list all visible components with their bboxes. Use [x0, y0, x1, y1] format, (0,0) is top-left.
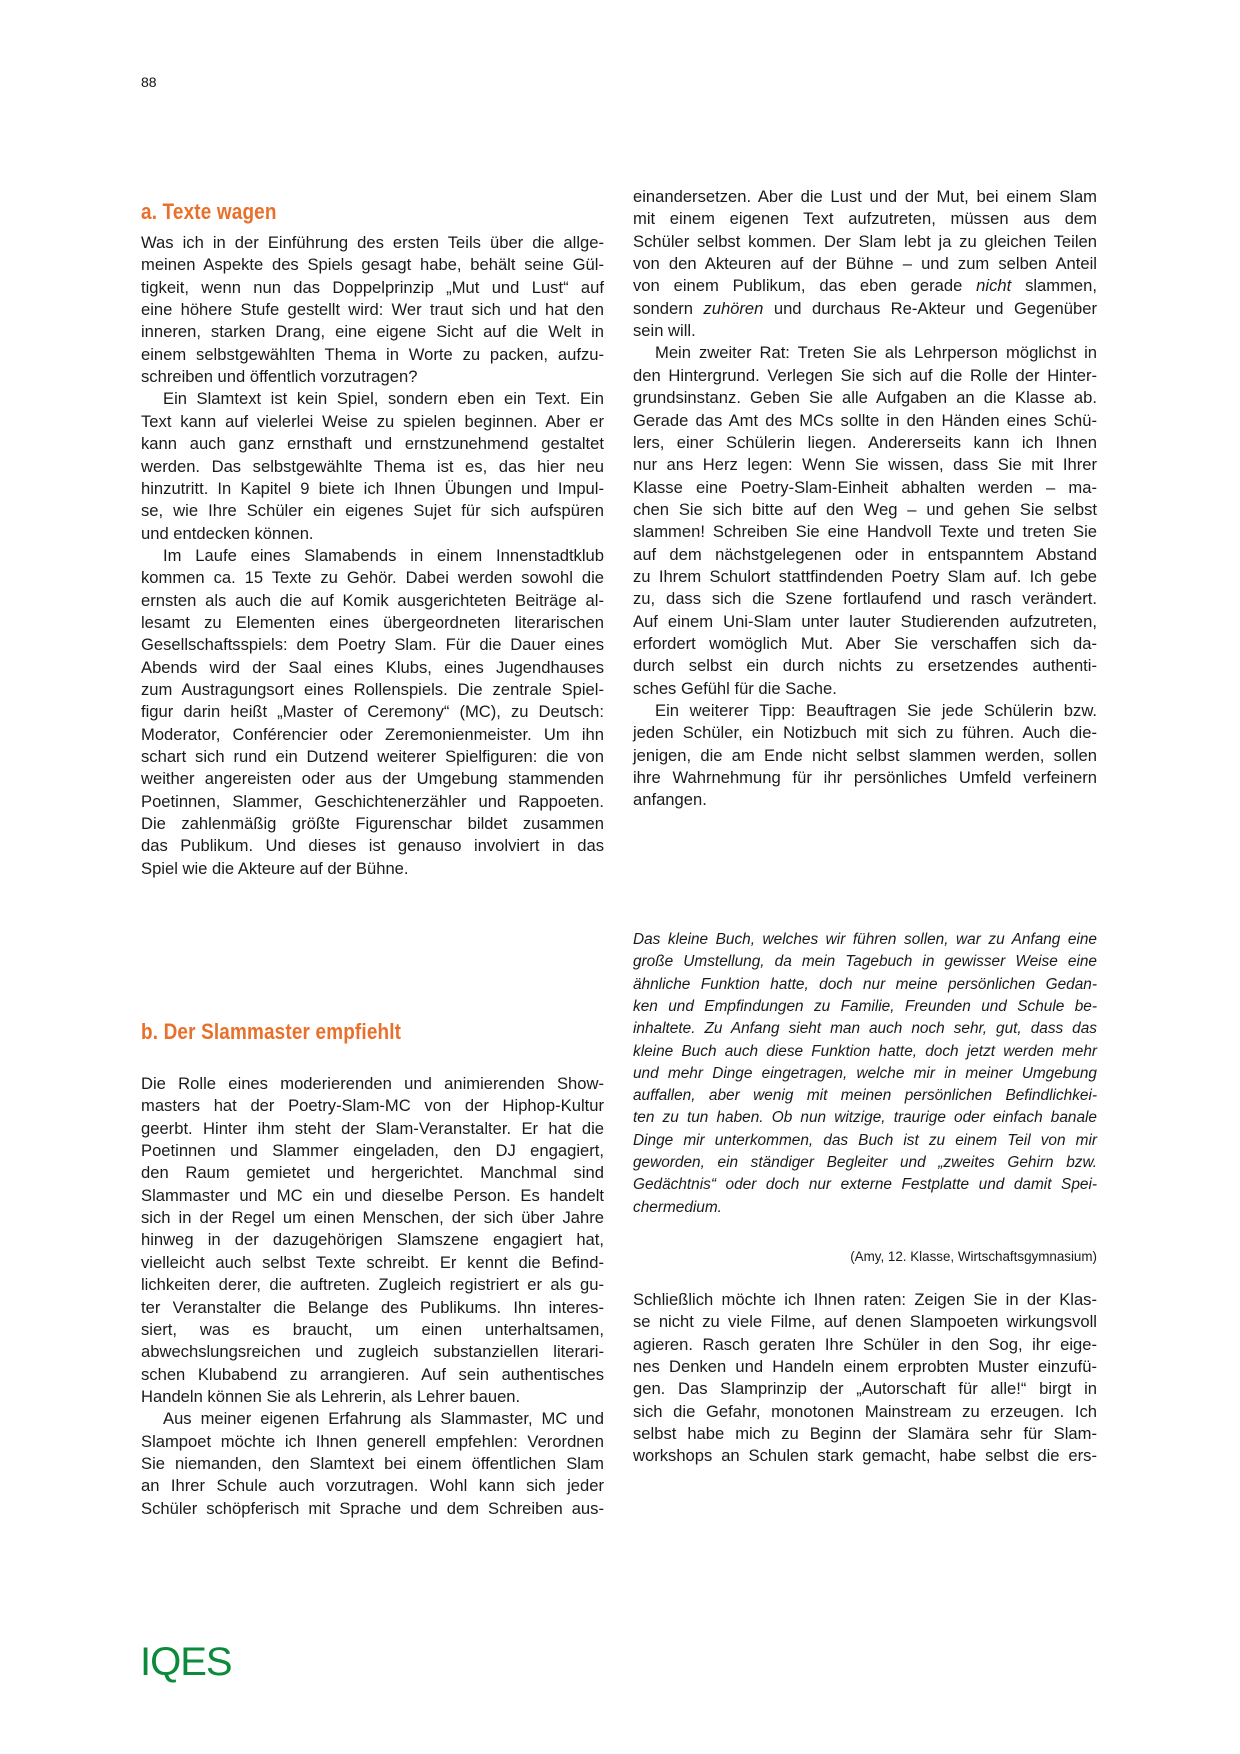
- text-line: siert, was es braucht, um einen unterhaltsamen,: [141, 1319, 604, 1339]
- text-line: figur darin heißt „Master of Ceremony“ (MC), zu Deutsch:: [141, 702, 604, 722]
- text-line: grundsinstanz. Geben Sie alle Aufgaben an die Klasse ab.: [633, 388, 1097, 408]
- text-line: einandersetzen. Aber die Lust und der Mut, bei einem Slam: [633, 187, 1097, 206]
- text-line: Gedächtnis“ oder doch nur externe Festplatte und damit Spei-: [633, 1176, 1097, 1194]
- text-line: den Raum gemietet und hergerichtet. Manchmal sind: [141, 1163, 604, 1183]
- text-line: se nicht zu viele Filme, auf denen Slampoeten wirkungsvoll: [633, 1312, 1097, 1332]
- text-line: und mehr Dinge eingetragen, welche mir in meiner Umgebung: [633, 1064, 1097, 1082]
- text-line: Dinge mir unterkommen, das Buch ist zu einem Teil von mir: [633, 1131, 1097, 1149]
- text-line: Moderator, Conférencier oder Zeremonienmeister. Um ihn: [141, 724, 604, 744]
- text-line: Schließlich möchte ich Ihnen raten: Zeigen Sie in der Klas-: [633, 1290, 1097, 1309]
- text-line: geerbt. Hinter ihm steht der Slam-Veranstalter. Er hat die: [141, 1118, 604, 1138]
- text-line: geworden, ein ständiger Begleiter und „zweites Gehirn bzw.: [633, 1154, 1097, 1171]
- text-line: Ein weiterer Tipp: Beauftragen Sie jede Schülerin bzw.: [655, 701, 1097, 721]
- text-line: vielleicht auch selbst Texte schreibt. Er kennt die Befind-: [141, 1252, 604, 1272]
- text-line: ernsten als auch die auf Komik ausgerichteten Beiträge al-: [141, 590, 604, 610]
- text-line: abwechslungsreichen und zugleich substanziellen literari-: [141, 1342, 604, 1362]
- text-line: Was ich in der Einführung des ersten Teils über die allge-: [141, 233, 604, 252]
- text-line: zu, dass sich die Szene fortlaufend und rasch verändert.: [633, 589, 1097, 609]
- text-line: anfangen.: [633, 790, 707, 810]
- text-line: weither angereisten oder aus der Umgebung stammenden: [141, 769, 604, 789]
- text-line: lesamt zu Elementen eines übergeordneten literarischen: [141, 612, 604, 632]
- text-line: große Umstellung, da mein Tagebuch in gewisser Weise eine: [633, 953, 1097, 971]
- section-b-heading: b. Der Slammaster empfiehlt: [141, 1019, 402, 1044]
- text-line: inhaltete. Zu Anfang sieht man auch noch sehr, gut, dass das: [633, 1020, 1097, 1038]
- text-line: eine höhere Stufe gestellt wird: Wer traut sich und hat den: [141, 300, 604, 320]
- text-line: werden. Das selbstgewählte Thema ist es, das hier neu: [141, 456, 604, 476]
- iqes-logo: IQES: [140, 1640, 232, 1684]
- text-line: sondern zuhören und durchaus Re-Akteur und Gegenüber: [633, 298, 1097, 318]
- text-line: Im Laufe eines Slamabends in einem Innenstadtklub: [163, 545, 604, 565]
- quote-attribution: (Amy, 12. Klasse, Wirtschaftsgymnasium): [850, 1249, 1097, 1264]
- text-line: das Publikum. Und dieses ist genauso involviert in das: [141, 836, 604, 856]
- text-line: Slammaster und MC ein und dieselbe Person. Es handelt: [141, 1185, 604, 1205]
- text-line: den Hintergrund. Verlegen Sie sich auf die Rolle der Hinter-: [633, 365, 1097, 385]
- text-line: ihre Wahrnehmung für ihr persönliches Umfeld verfeinern: [633, 768, 1097, 788]
- text-line: tigkeit, wenn nun das Doppelprinzip „Mut und Lust“ auf: [141, 277, 604, 297]
- text-line: einem selbstgewählten Thema in Worte zu packen, aufzu-: [141, 344, 604, 364]
- text-line: schreiben und öffentlich vorzutragen?: [141, 367, 418, 387]
- text-line: lers, einer Schülerin liegen. Andererseits kann ich Ihnen: [633, 432, 1097, 452]
- section-a-heading: a. Texte wagen: [141, 199, 277, 224]
- text-line: Schüler selbst kommen. Der Slam lebt ja zu gleichen Teilen: [633, 231, 1097, 251]
- text-line: zum Austragungsort eines Rollenspiels. Die zentrale Spiel-: [141, 680, 604, 699]
- text-line: agieren. Rasch geraten Ihre Schüler in den Sog, ihr eige-: [633, 1334, 1097, 1354]
- text-line: sich die Gefahr, monotonen Mainstream zu erzeugen. Ich: [633, 1401, 1097, 1421]
- text-line: se, wie Ihre Schüler ein eigenes Sujet für sich aufspüren: [141, 501, 604, 521]
- text-line: masters hat der Poetry-Slam-MC von der Hiphop-Kultur: [141, 1096, 604, 1116]
- text-line: kann auch ganz ernsthaft und ernstzunehmend gestaltet: [141, 434, 604, 454]
- text-line: Sie niemanden, den Slamtext bei einem öffentlichen Slam: [141, 1453, 604, 1473]
- text-line: und entdecken können.: [141, 523, 314, 543]
- text-line: Gesellschaftsspiels: dem Poetry Slam. Für die Dauer eines: [141, 635, 604, 655]
- text-line: nur ans Herz legen: Wenn Sie wissen, dass Sie mit Ihrer: [633, 455, 1097, 475]
- text-line: Spiel wie die Akteure auf der Bühne.: [141, 858, 409, 878]
- text-line: Handeln können Sie als Lehrerin, als Lehrer bauen.: [141, 1386, 521, 1406]
- text-line: schen Klubabend zu arrangieren. Auf sein authentisches: [141, 1364, 604, 1384]
- text-line: Die Rolle eines moderierenden und animierenden Show-: [141, 1074, 604, 1093]
- text-line: erfordert womöglich Mut. Aber Sie verschaffen sich da-: [633, 634, 1097, 653]
- text-line: hinweg in der dazugehörigen Slamszene engagiert hat,: [141, 1230, 604, 1250]
- text-line: durch selbst ein durch nichts zu ersetzendes authenti-: [633, 656, 1097, 676]
- text-line: ten zu tun haben. Ob nun witzige, traurige oder einfach banale: [633, 1109, 1097, 1127]
- text-line: Auf einem Uni-Slam unter lauter Studierenden aufzutreten,: [633, 611, 1097, 631]
- text-line: slammen! Schreiben Sie eine Handvoll Texte und treten Sie: [633, 522, 1097, 542]
- text-line: hinzutritt. In Kapitel 9 biete ich Ihnen Übungen und Impul-: [141, 478, 604, 498]
- text-line: ken und Empfindungen zu Familie, Freunden und Schule be-: [633, 997, 1097, 1015]
- text-line: Slampoet möchte ich Ihnen generell empfehlen: Verordnen: [141, 1431, 604, 1451]
- text-line: nes Denken und Handeln einem erprobten Muster einzufü-: [633, 1357, 1097, 1377]
- text-line: Klasse eine Poetry-Slam-Einheit abhalten werden – ma-: [633, 477, 1097, 497]
- text-line: sches Gefühl für die Sache.: [633, 678, 837, 698]
- text-line: von einem Publikum, das eben gerade nicht slammen,: [633, 276, 1097, 296]
- text-line: Gerade das Amt des MCs sollte in den Händen eines Schü-: [633, 410, 1097, 430]
- text-line: gen. Das Slamprinzip der „Autorschaft für alle!“ birgt in: [633, 1379, 1097, 1399]
- text-line: Das kleine Buch, welches wir führen sollen, war zu Anfang eine: [633, 931, 1097, 948]
- text-line: zu Ihrem Schulort stattfindenden Poetry Slam auf. Ich gebe: [633, 566, 1097, 586]
- text-line: jenigen, die am Ende nicht selbst slammen werden, sollen: [633, 745, 1097, 765]
- text-line: selbst habe mich zu Beginn der Slamära sehr für Slam-: [633, 1424, 1097, 1444]
- text-line: Abends wird der Saal eines Klubs, eines Jugendhauses: [141, 657, 604, 677]
- text-line: ter Veranstalter die Belange des Publikums. Ihn interes-: [141, 1297, 604, 1317]
- text-line: von den Akteuren auf der Bühne – und zum selben Anteil: [633, 254, 1097, 274]
- text-line: Poetinnen und Slammer eingeladen, den DJ engagiert,: [141, 1141, 604, 1161]
- emphasis: nicht: [976, 276, 1012, 296]
- emphasis: zuhören: [703, 298, 764, 318]
- text-line: Poetinnen, Slammer, Geschichtenerzähler und Rappoeten.: [141, 791, 604, 811]
- text-line: chen Sie sich bitte auf den Weg – und gehen Sie selbst: [633, 499, 1097, 519]
- text-line: workshops an Schulen stark gemacht, habe selbst die ers-: [633, 1446, 1097, 1466]
- text-line: mit einem eigenen Text aufzutreten, müssen aus dem: [633, 209, 1097, 229]
- text-line: Text kann auf vielerlei Weise zu spielen beginnen. Aber er: [141, 411, 604, 431]
- page-number: 88: [141, 74, 157, 90]
- text-line: an Ihrer Schule auch vorzutragen. Wohl kann sich jeder: [141, 1476, 604, 1496]
- text-line: ähnliche Funktion hatte, doch nur meine persönlichen Gedan-: [633, 975, 1097, 993]
- text-line: auffallen, aber wenig mit meinen persönlichen Befindlichkei-: [633, 1087, 1097, 1105]
- text-line: kleine Buch auch diese Funktion hatte, doch jetzt werden mehr: [633, 1042, 1097, 1060]
- text-line: Aus meiner eigenen Erfahrung als Slammaster, MC und: [163, 1409, 604, 1429]
- text-line: schart sich rund ein Dutzend weiterer Spielfiguren: die von: [141, 747, 604, 767]
- text-line: jeden Schüler, ein Notizbuch mit sich zu führen. Auch die-: [633, 723, 1097, 743]
- text-line: sein will.: [633, 321, 696, 341]
- text-line: Mein zweiter Rat: Treten Sie als Lehrperson möglichst in: [655, 343, 1097, 363]
- text-line: chermedium.: [633, 1198, 722, 1216]
- text-line: Ein Slamtext ist kein Spiel, sondern eben ein Text. Ein: [163, 389, 604, 409]
- text-line: sich in der Regel um einen Menschen, der sich über Jahre: [141, 1208, 604, 1228]
- text-line: inneren, starken Drang, eine eigene Sicht auf die Welt in: [141, 322, 604, 342]
- text-line: Schüler schöpferisch mit Sprache und dem Schreiben aus-: [141, 1498, 604, 1518]
- text-line: meinen Aspekte des Spiels gesagt habe, behält seine Gül-: [141, 255, 604, 275]
- text-line: kommen ca. 15 Texte zu Gehör. Dabei werden sowohl die: [141, 568, 604, 588]
- text-line: auf dem nächstgelegenen oder in entspanntem Abstand: [633, 544, 1097, 564]
- text-line: lichkeiten derer, die auftreten. Zugleich registriert er als gu-: [141, 1275, 604, 1295]
- text-line: Die zahlenmäßig größte Figurenschar bildet zusammen: [141, 814, 604, 834]
